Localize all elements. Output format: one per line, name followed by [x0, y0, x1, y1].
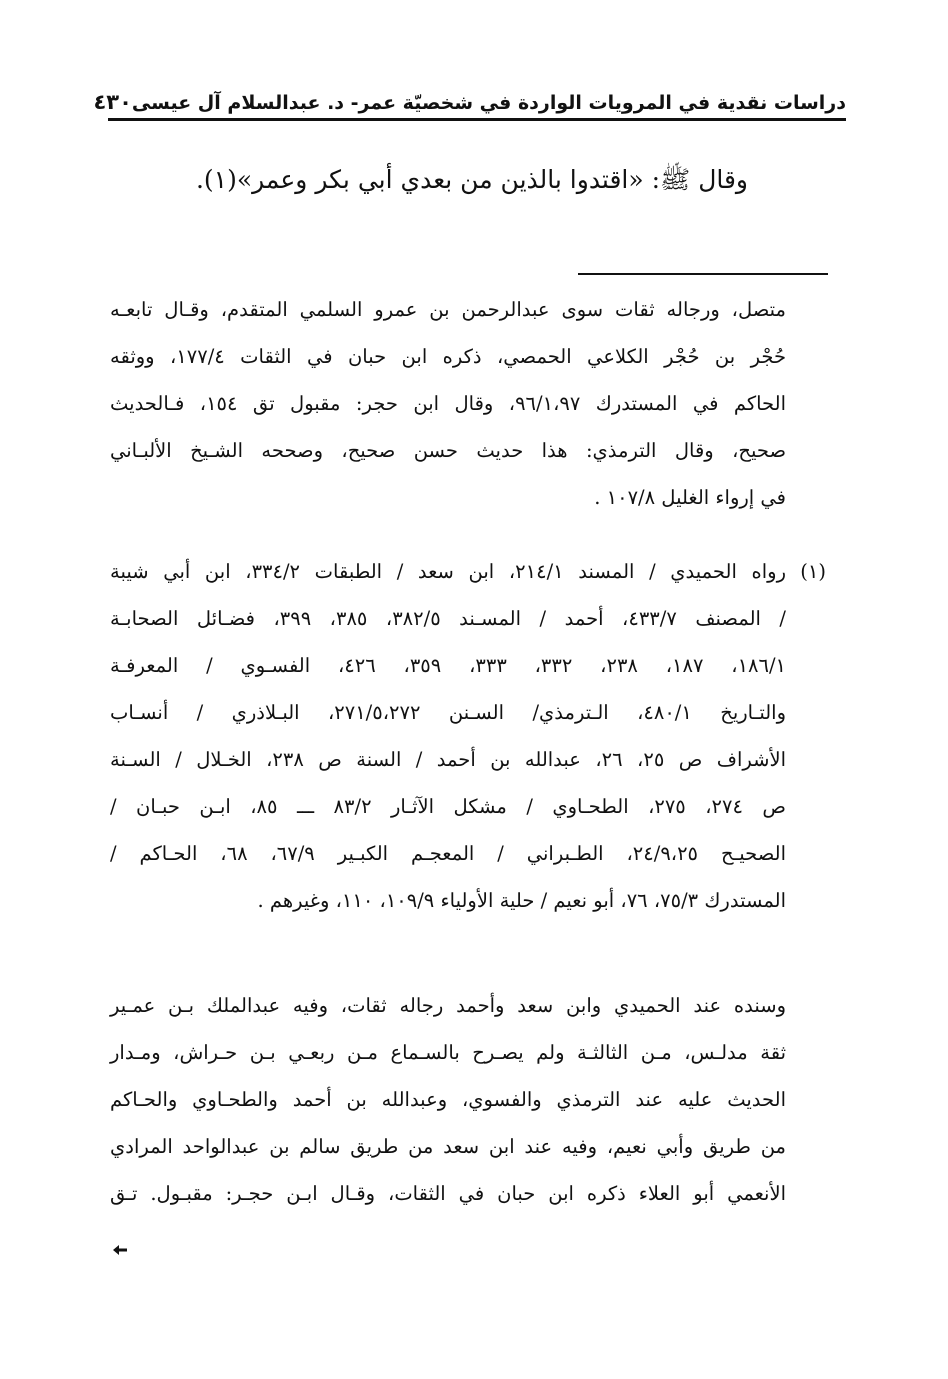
footnote-line: صحيح، وقال الترمذي: هذا حديث حسن صحيح، وصححه الشـيخ الألبـاني	[110, 439, 786, 462]
footnote-line: في إرواء الغليل ١٠٧/٨ .	[594, 486, 786, 509]
footnote-line: المستدرك ٧٥/٣، ٧٦، أبو نعيم / حلية الأولياء ١٠٩/٩، ١١٠، وغيرهم .	[257, 889, 786, 912]
page-header	[93, 78, 846, 114]
running-title: دراسات نقدية في المرويات الواردة في شخصيّة عمر- د. عبدالسلام آل عيسى	[131, 92, 846, 114]
left-arrow-icon	[112, 1240, 128, 1261]
footnote-line: الحاكم في المستدرك ٩٦/١،٩٧، وقال ابن حجر: مقبول تق ١٥٤، فـالحديث	[110, 392, 787, 415]
footnote-1	[110, 548, 826, 924]
footnote-line: وسنده عند الحميدي وابن سعد وأحمد رجاله ثقات، وفيه عبدالملك بـن عمـير	[110, 994, 786, 1017]
footnote-line: / المصنف ٤٣٣/٧، أحمد / المسـند ٣٨٢/٥، ٣٨٥، ٣٩٩، فضـائل الصحابـة	[110, 607, 786, 630]
main-text: وقال ﷺ: «اقتدوا بالذين من بعدي أبي بكر وعمر»(١).	[195, 165, 748, 194]
footnote-line: والتـاريخ ٤٨٠/١، الـترمذي/ السـنن ٢٧١/٥،٢٧٢، البـلاذري / أنسـاب	[110, 701, 786, 724]
footnote-continuation	[110, 286, 786, 521]
footnote-line: الحديث عليه عند الترمذي والفسوي، وعبدالله بن أحمد والطحـاوي والحـاكم	[110, 1088, 786, 1111]
footnote-line: ص ٢٧٤، ٢٧٥، الطحـاوي / مشكل الآثـار ٨٣/٢ ـــ ٨٥، ابـن حبـان /	[110, 795, 786, 818]
footnote-line: متصل، ورجاله ثقات سوى عبدالرحمن بن عمرو السلمي المتقدم، وقـال تابعـه	[110, 298, 786, 321]
footnote-line: ١٨٦/١، ١٨٧، ٢٣٨، ٣٣٢، ٣٣٣، ٣٥٩، ٤٢٦، الفسـوي / المعرفـة	[110, 654, 787, 677]
footnote-1-continuation	[110, 982, 786, 1217]
footnote-line: الأشراف ص ٢٥، ٢٦، عبدالله بن أحمد / السنة ص ٢٣٨، الخـلال / السـنة	[110, 748, 786, 771]
footnote-line: حُجْر بن حُجْر الكلاعي الحمصي، ذكره ابن حبان في الثقات ١٧٧/٤، ووثقه	[110, 345, 786, 368]
footnote-separator	[578, 273, 828, 275]
page-number: ٤٣٠	[93, 90, 132, 114]
footnote-line: الأنعمي أبو العلاء ذكره ابن حبان في الثقات، وقـال ابـن حجـر: مقبـول. تـق	[110, 1182, 786, 1205]
footnote-line: رواه الحميدي / المسند ٢١٤/١، ابن سعد / الطبقات ٣٣٤/٢، ابن أبي شيبة	[110, 560, 786, 583]
footnote-line: الصحيـح ٢٤/٩،٢٥، الطـبراني / المعجـم الكبـير ٦٧/٩، ٦٨، الحـاكم /	[110, 842, 787, 865]
footnote-marker: (١)	[800, 560, 826, 583]
footnote-line: من طريق وأبي نعيم، وفيه عند ابن سعد من طريق سالم بن عبدالواحد المرادي	[110, 1135, 786, 1158]
footnote-line: ثقة مدلـس، مـن الثالثـة ولم يصـرح بالسـماع مـن ربعـي بـن حـراش، ومـدار	[110, 1041, 786, 1064]
header-rule	[108, 118, 846, 121]
